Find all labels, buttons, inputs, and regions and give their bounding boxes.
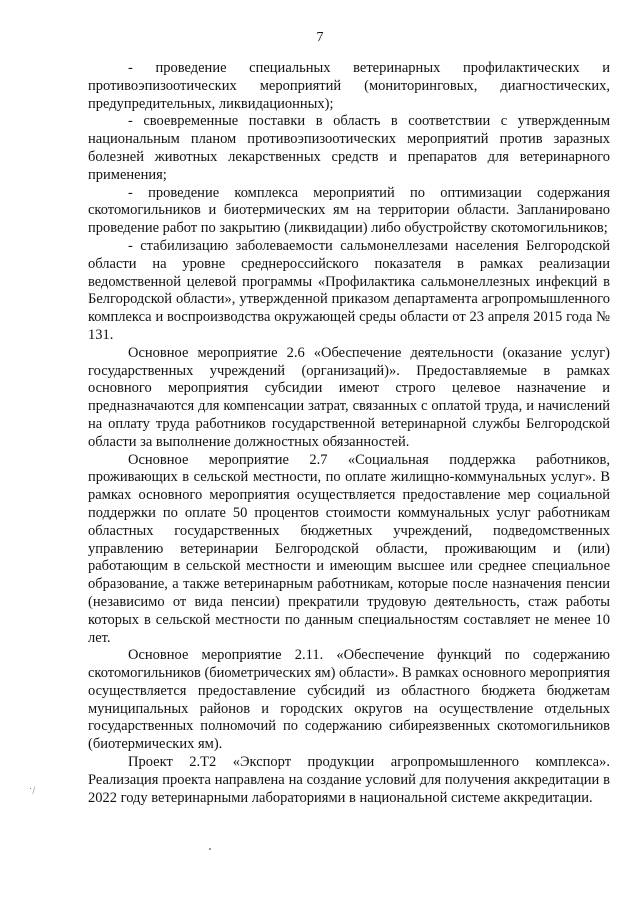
paragraph-salmonellosis: - стабилизацию заболеваемости сальмонеллезами населения Белгородской области на уровне среднероссийского показателя в рамках реализации ведомственной целевой программы «Профилактика сальмонеллезных инфекций в Белгородской области», утвержденной приказом департамента агропромышленного комплекса и воспроизводства окружающей среды области от 23 апреля 2015 года № 131. <box>88 237 610 343</box>
page-number: 7 <box>316 30 324 45</box>
paragraph-measure-2-7: Основное мероприятие 2.7 «Социальная поддержка работников, проживающих в сельской местности, по оплате жилищно-коммунальных услуг». В рамках основного мероприятия осуществляется предоставление мер социальной поддержки по оплате 50 процентов стоимости коммунальных услуг работникам областных государственных бюджетных учреждений, подведомственных управлению ветеринарии Белгородской области, проживающим и (или) работающим в сельской местности и имеющим высшее или среднее специальное образование, а также ветеринарным работникам, которые после назначения пенсии (независимо от вида пенсии) прекратили трудовую деятельность, стаж работы которых в сельской местности по данным специальностям составляет не менее 10 лет. <box>88 451 610 646</box>
paragraph-timely-supplies: - своевременные поставки в область в соответствии с утвержденным национальным планом противоэпизоотических мероприятий против заразных болезней животных лекарственных средств и препаратов для ветеринарного применения; <box>88 113 610 183</box>
paragraph-measure-2-6: Основное мероприятие 2.6 «Обеспечение деятельности (оказание услуг) государственных учреждений (организаций)». Предоставляемые в рамках основного мероприятия субсидии имеют строго целевое назначение и предназначаются для компенсации затрат, связанных с оплатой труда, и начислений на оплату труда работников государственной ветеринарной службы Белгородской области за выполнение должностных обязанностей. <box>88 344 610 450</box>
paragraph-veterinary-measures: - проведение специальных ветеринарных профилактических и противоэпизоотических мероприятий (мониторинговых, диагностических, предупредительных, ликвидационных); <box>88 60 610 112</box>
document-body <box>88 60 610 807</box>
scan-artifact-mark: ˙∕ <box>28 785 37 798</box>
paragraph-cattle-burial-sites: - проведение комплекса мероприятий по оптимизации содержания скотомогильников и биотермических ям на территории области. Запланировано проведение работ по закрытию (ликвидации) либо обустройству скотомогильников; <box>88 184 610 237</box>
paragraph-project-2-t2: Проект 2.Т2 «Экспорт продукции агропромышленного комплекса». Реализация проекта направлена на создание условий для получения аккредитации в 2022 году ветеринарными лабораториями в национальной системе аккредитации. <box>88 754 610 806</box>
scan-artifact-dot <box>209 848 211 850</box>
paragraph-measure-2-11: Основное мероприятие 2.11. «Обеспечение функций по содержанию скотомогильников (биометрических ям) области». В рамках основного мероприятия осуществляется предоставление субсидий из областного бюджета бюджетам муниципальных районов и городских округов на осуществление отдельных государственных полномочий по содержанию сибиреязвенных скотомогильников (биотермических ям). <box>88 647 610 753</box>
